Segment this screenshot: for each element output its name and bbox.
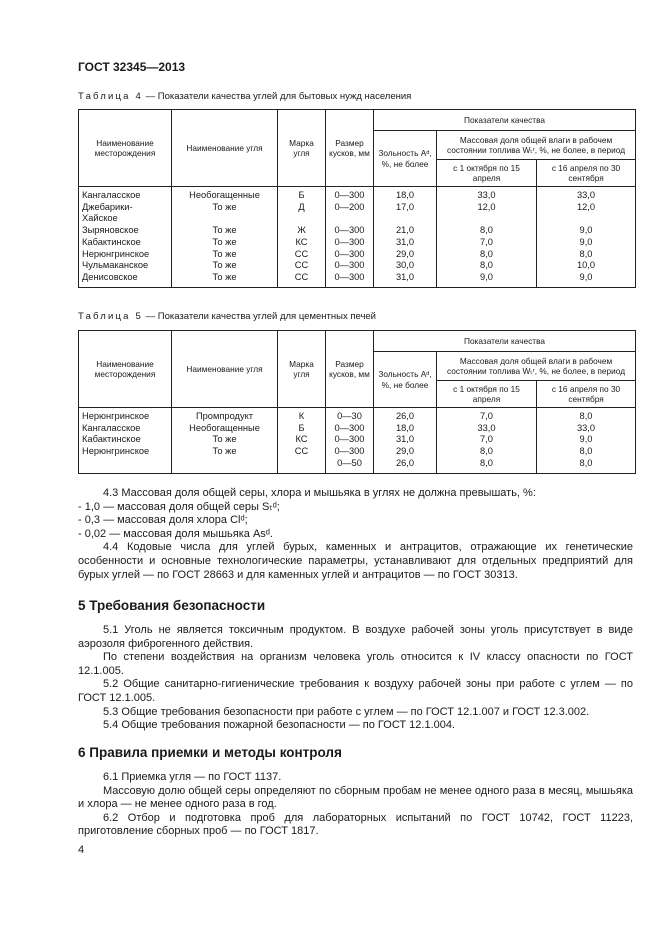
cell-coal: То же	[172, 202, 278, 214]
cell-deposit: Нерюнгринское	[79, 446, 172, 458]
section-5-heading: 5 Требования безопасности	[78, 598, 266, 613]
col-deposit-header: Наименование месторождения	[79, 331, 172, 408]
section-4-text	[78, 487, 633, 582]
cell-moisture-period1: 7,0	[437, 434, 537, 446]
cell-size	[326, 213, 374, 225]
cell-moisture-period2: 8,0	[537, 458, 636, 473]
cell-ash: 31,0	[374, 237, 437, 249]
section-6-text	[78, 771, 633, 839]
cell-size: 0—300	[326, 260, 374, 272]
cell-size: 0—300	[326, 434, 374, 446]
cell-size: 0—300	[326, 423, 374, 435]
cell-ash: 26,0	[374, 408, 437, 423]
table5-caption	[78, 311, 376, 322]
table4	[78, 109, 636, 288]
moisture-header: Массовая доля общей влаги в рабочем состоянии топлива Wₜʳ, %, не более, в период	[437, 131, 636, 160]
table5-body	[79, 408, 636, 474]
para-6-1b: Массовую долю общей серы определяют по сборным пробам не менее одного раза в месяц, мышьяка и хлора — не менее одного раза в год.	[78, 784, 633, 811]
cell-ash: 18,0	[374, 423, 437, 435]
cell-size: 0—30	[326, 408, 374, 423]
table-row	[79, 202, 636, 214]
col-deposit-header: Наименование месторождения	[79, 110, 172, 187]
cell-moisture-period2: 9,0	[537, 272, 636, 287]
cell-ash: 31,0	[374, 272, 437, 287]
table-row	[79, 408, 636, 423]
cell-coal: То же	[172, 249, 278, 261]
cell-moisture-period2: 8,0	[537, 408, 636, 423]
moisture-header: Массовая доля общей влаги в рабочем состоянии топлива Wₜʳ, %, не более, в период	[437, 352, 636, 381]
period2-header: с 16 апреля по 30 сентября	[537, 381, 636, 408]
para-5-2: 5.2 Общие санитарно-гигиенические требования к воздуху рабочей зоны при работе с углем — по ГОСТ 12.1.005.	[78, 678, 633, 704]
cell-moisture-period1: 12,0	[437, 202, 537, 214]
col-size-header: Размер кусков, мм	[326, 110, 374, 187]
cell-deposit: Джебарики-	[79, 202, 172, 214]
cell-moisture-period2	[537, 213, 636, 225]
para-4-3-a: - 1,0 — массовая доля общей серы Sₜᵈ;	[78, 500, 280, 513]
para-4-3-b: - 0,3 — массовая доля хлора Clᵈ;	[78, 514, 248, 527]
para-6-1: 6.1 Приемка угля — по ГОСТ 1137.	[103, 771, 282, 783]
table-row	[79, 446, 636, 458]
cell-grade: Б	[278, 187, 326, 202]
table-row	[79, 225, 636, 237]
col-grade-header: Марка угля	[278, 110, 326, 187]
cell-moisture-period2: 8,0	[537, 446, 636, 458]
cell-moisture-period2: 9,0	[537, 237, 636, 249]
cell-coal: Необогащенные	[172, 187, 278, 202]
cell-grade	[278, 213, 326, 225]
cell-deposit: Хайское	[79, 213, 172, 225]
cell-ash: 29,0	[374, 446, 437, 458]
cell-coal: Необогащенные	[172, 423, 278, 435]
cell-size: 0—300	[326, 225, 374, 237]
cell-grade: К	[278, 408, 326, 423]
table5-caption-label: Таблица 5	[78, 311, 143, 322]
col-coal-header: Наименование угля	[172, 331, 278, 408]
cell-moisture-period1: 8,0	[437, 458, 537, 473]
cell-size: 0—200	[326, 202, 374, 214]
cell-coal: То же	[172, 237, 278, 249]
cell-moisture-period1: 8,0	[437, 260, 537, 272]
cell-moisture-period1: 8,0	[437, 249, 537, 261]
cell-ash	[374, 213, 437, 225]
cell-grade: КС	[278, 237, 326, 249]
cell-moisture-period2: 9,0	[537, 225, 636, 237]
para-4-3-c: - 0,02 — массовая доля мышьяка Asᵈ.	[78, 527, 273, 540]
para-5-1a: 5.1 Уголь не является токсичным продуктом. В воздухе рабочей зоны уголь присутствует в виде аэрозоля фиброгенного действия.	[78, 624, 633, 650]
page-number: 4	[78, 844, 85, 856]
cell-coal	[172, 213, 278, 225]
table-row	[79, 249, 636, 261]
cell-size: 0—50	[326, 458, 374, 473]
table-row	[79, 187, 636, 202]
table-row	[79, 260, 636, 272]
table4-caption-text: — Показатели качества углей для бытовых нужд населения	[142, 91, 412, 102]
cell-ash: 26,0	[374, 458, 437, 473]
cell-deposit: Нерюнгринское	[79, 249, 172, 261]
table-row	[79, 213, 636, 225]
cell-deposit: Чульмаканское	[79, 260, 172, 272]
para-5-3: 5.3 Общие требования безопасности при работе с углем — по ГОСТ 12.1.007 и ГОСТ 12.3.002.	[103, 705, 590, 718]
cell-deposit: Кабактинское	[79, 434, 172, 446]
table4-caption-label: Таблица 4	[78, 91, 143, 102]
table4-body	[79, 187, 636, 288]
cell-deposit: Кангаласское	[79, 423, 172, 435]
cell-grade: Ж	[278, 225, 326, 237]
cell-moisture-period2: 33,0	[537, 423, 636, 435]
cell-moisture-period1: 7,0	[437, 408, 537, 423]
period1-header: с 1 октября по 15 апреля	[437, 160, 537, 187]
document-code: ГОСТ 32345—2013	[78, 60, 186, 74]
cell-coal: То же	[172, 272, 278, 287]
cell-ash: 30,0	[374, 260, 437, 272]
cell-moisture-period2: 33,0	[537, 187, 636, 202]
cell-ash: 29,0	[374, 249, 437, 261]
cell-deposit	[79, 458, 172, 473]
cell-moisture-period2: 9,0	[537, 434, 636, 446]
cell-grade: Д	[278, 202, 326, 214]
table-row	[79, 458, 636, 473]
cell-ash: 31,0	[374, 434, 437, 446]
cell-ash: 21,0	[374, 225, 437, 237]
cell-grade: СС	[278, 249, 326, 261]
cell-moisture-period1: 33,0	[437, 187, 537, 202]
table-row	[79, 237, 636, 249]
cell-size: 0—300	[326, 237, 374, 249]
table5	[78, 330, 636, 474]
cell-moisture-period1	[437, 213, 537, 225]
table-row	[79, 434, 636, 446]
cell-deposit: Кабактинское	[79, 237, 172, 249]
para-4-4: 4.4 Кодовые числа для углей бурых, каменных и антрацитов, отражающие их генетические особенности и основные технологические параметры, устанавливают для отдельных предприятий для бурых углей — по ГОСТ 28663 и для каменных углей и антрацитов — по ГОСТ 30313.	[78, 541, 633, 581]
cell-moisture-period1: 7,0	[437, 237, 537, 249]
cell-deposit: Кангаласское	[79, 187, 172, 202]
cell-size: 0—300	[326, 446, 374, 458]
col-ash-header: Зольность Aᵈ, %, не более	[374, 131, 437, 187]
cell-grade: Б	[278, 423, 326, 435]
quality-header: Показатели качества	[374, 331, 636, 352]
cell-grade: СС	[278, 446, 326, 458]
cell-ash: 18,0	[374, 187, 437, 202]
cell-grade: СС	[278, 260, 326, 272]
col-coal-header: Наименование угля	[172, 110, 278, 187]
cell-coal: То же	[172, 260, 278, 272]
quality-header: Показатели качества	[374, 110, 636, 131]
section-6-heading: 6 Правила приемки и методы контроля	[78, 745, 342, 760]
cell-moisture-period2: 8,0	[537, 249, 636, 261]
table4-caption	[78, 91, 411, 102]
table-row	[79, 272, 636, 287]
section-5-text	[78, 624, 633, 733]
cell-moisture-period1: 33,0	[437, 423, 537, 435]
cell-size: 0—300	[326, 249, 374, 261]
cell-coal: То же	[172, 434, 278, 446]
para-5-1b: По степени воздействия на организм человека уголь относится к IV классу опасности по ГОСТ 12.1.005.	[78, 651, 633, 677]
cell-deposit: Денисовское	[79, 272, 172, 287]
cell-coal: Промпродукт	[172, 408, 278, 423]
cell-moisture-period2: 12,0	[537, 202, 636, 214]
cell-grade	[278, 458, 326, 473]
cell-moisture-period1: 8,0	[437, 225, 537, 237]
period1-header: с 1 октября по 15 апреля	[437, 381, 537, 408]
cell-moisture-period2: 10,0	[537, 260, 636, 272]
cell-coal	[172, 458, 278, 473]
para-6-2: 6.2 Отбор и подготовка проб для лабораторных испытаний по ГОСТ 10742, ГОСТ 11223, приготовление сборных проб — по ГОСТ 1817.	[78, 811, 633, 838]
col-grade-header: Марка угля	[278, 331, 326, 408]
cell-grade: СС	[278, 272, 326, 287]
table5-caption-text: — Показатели качества углей для цементных печей	[142, 311, 376, 322]
cell-coal: То же	[172, 446, 278, 458]
para-4-3: 4.3 Массовая доля общей серы, хлора и мышьяка в углях не должна превышать, %:	[103, 487, 536, 499]
cell-coal: То же	[172, 225, 278, 237]
col-size-header: Размер кусков, мм	[326, 331, 374, 408]
cell-size: 0—300	[326, 187, 374, 202]
period2-header: с 16 апреля по 30 сентября	[537, 160, 636, 187]
cell-deposit: Зыряновское	[79, 225, 172, 237]
col-ash-header: Зольность Aᵈ, %, не более	[374, 352, 437, 408]
cell-deposit: Нерюнгринское	[79, 408, 172, 423]
cell-moisture-period1: 8,0	[437, 446, 537, 458]
cell-moisture-period1: 9,0	[437, 272, 537, 287]
cell-size: 0—300	[326, 272, 374, 287]
table-row	[79, 423, 636, 435]
cell-grade: КС	[278, 434, 326, 446]
para-5-4: 5.4 Общие требования пожарной безопасности — по ГОСТ 12.1.004.	[103, 719, 456, 732]
cell-ash: 17,0	[374, 202, 437, 214]
